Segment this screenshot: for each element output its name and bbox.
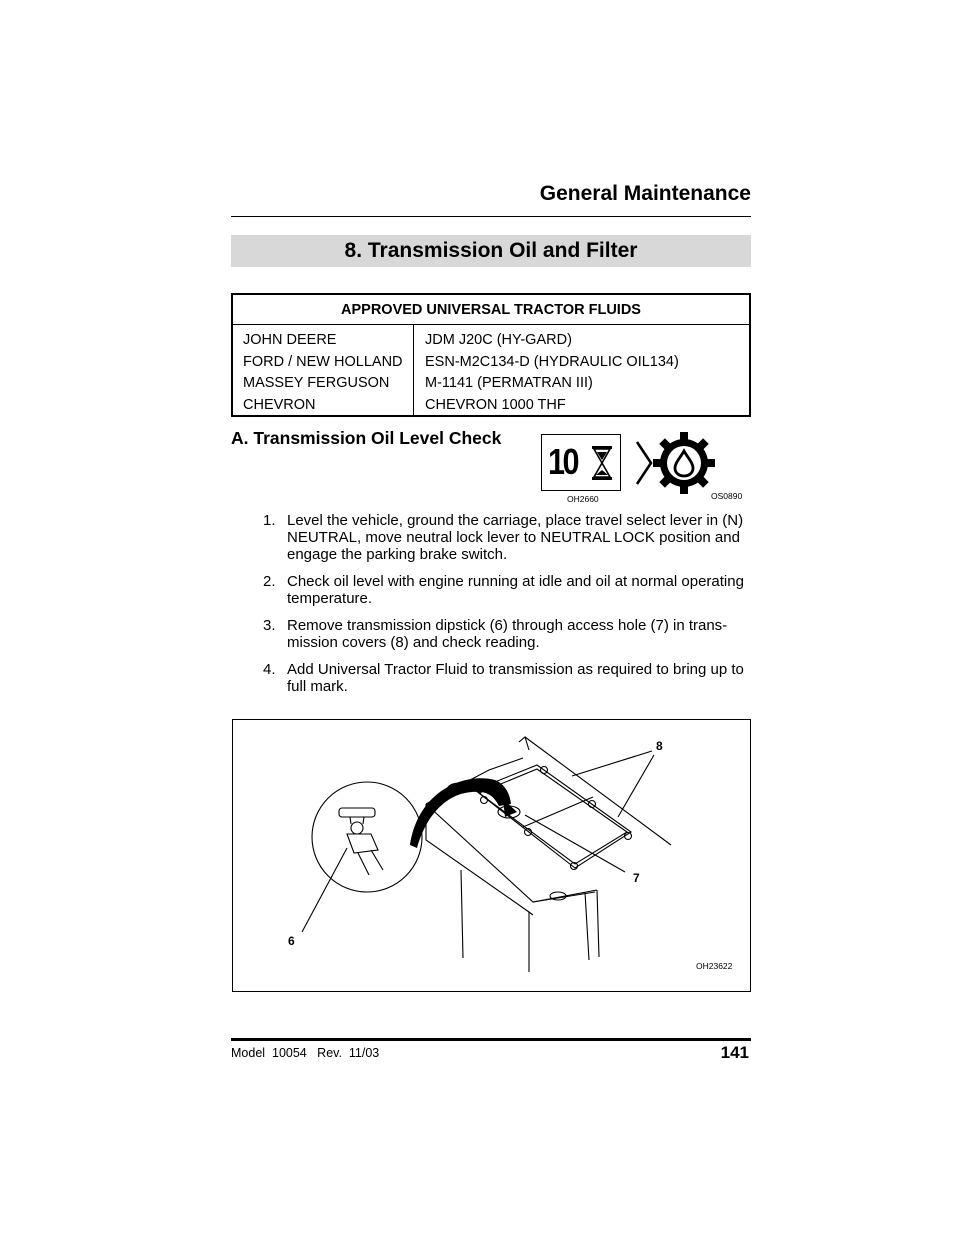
step-number: 3.	[263, 617, 276, 635]
figure-code-label: OH23622	[696, 961, 733, 971]
approved-fluids-table	[231, 293, 751, 417]
gear-oil-drop-icon	[634, 432, 718, 494]
line-drawing	[233, 720, 750, 991]
step-number: 4.	[263, 660, 276, 678]
fluid-cell: CHEVRON 1000 THF	[425, 396, 566, 413]
hourglass-icon	[591, 446, 613, 480]
transmission-dipstick-illustration	[232, 719, 751, 992]
fluid-cell: M-1141 (PERMATRAN III)	[425, 375, 593, 392]
step-number: 1.	[263, 512, 276, 529]
list-item	[263, 512, 753, 564]
icon-code-label: OH2660	[567, 494, 599, 504]
fluid-cell: JDM J20C (HY-GARD)	[425, 332, 572, 348]
step-text: Add Universal Tractor Fluid to transmission as required to bring up to full mark.	[287, 660, 744, 696]
section-title: 8. Transmission Oil and Filter	[344, 239, 638, 262]
step-number: 2.	[263, 573, 276, 591]
footer-model-revision: Model 10054 Rev. 11/03	[231, 1046, 380, 1060]
brand-column	[233, 325, 414, 416]
callout-label: 7	[633, 871, 640, 885]
step-text: Level the vehicle, ground the carriage, place travel select lever in (N) NEUTRAL, move neutral lock lever to NEUTRAL LOCK position and engage the parking brake switch.	[287, 512, 744, 564]
hours-number: 10	[548, 441, 577, 482]
brand-cell: FORD / NEW HOLLAND	[243, 353, 403, 370]
page-header-title: General Maintenance	[539, 182, 751, 205]
header-divider	[231, 216, 751, 217]
hourglass-10-hours-icon	[541, 434, 621, 491]
step-text: Check oil level with engine running at idle and oil at normal operating temperature.	[287, 573, 744, 608]
icon-code-label: OS0890	[711, 491, 743, 501]
step-text: Remove transmission dipstick (6) through access hole (7) in trans-mission covers (8) and check reading.	[287, 617, 728, 652]
brand-cell: JOHN DEERE	[243, 332, 337, 348]
section-banner	[231, 235, 751, 267]
list-item	[263, 617, 753, 651]
brand-cell: CHEVRON	[243, 396, 316, 413]
brand-cell: MASSEY FERGUSON	[243, 375, 390, 392]
fluid-cell: ESN-M2C134-D (HYDRAULIC OIL134)	[425, 353, 679, 370]
list-item	[263, 661, 753, 695]
footer-divider	[231, 1038, 751, 1041]
procedure-steps	[263, 512, 753, 705]
subsection-title: A. Transmission Oil Level Check	[231, 428, 502, 448]
callout-label: 6	[288, 934, 295, 948]
fluids-table-heading: APPROVED UNIVERSAL TRACTOR FLUIDS	[233, 295, 749, 325]
list-item	[263, 573, 753, 607]
page-number: 141	[720, 1043, 749, 1062]
fluid-column	[414, 325, 679, 416]
fluids-table-body	[233, 325, 749, 416]
callout-label: 8	[656, 739, 663, 753]
